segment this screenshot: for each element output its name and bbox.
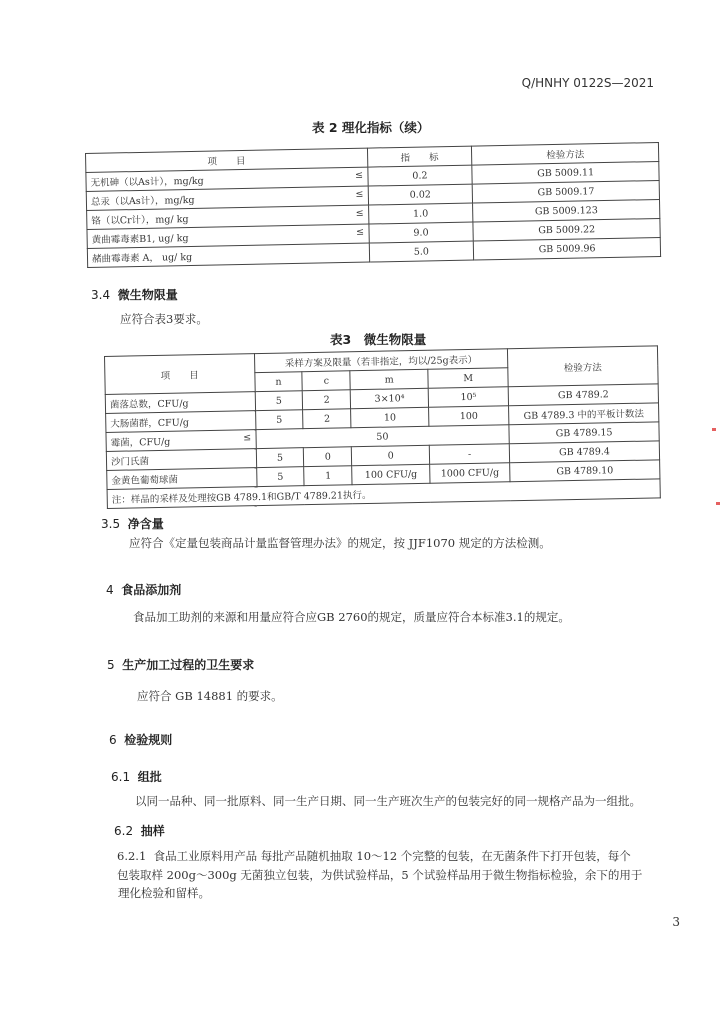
section-6-heading [109,731,172,748]
section-6-1-text: 以同一品种、同一批原料、同一生产日期、同一生产班次生产的包装完好的同一规格产品为一组批。 [135,794,641,808]
row-item: 沙门氏菌 [106,449,256,471]
row-n: 5 [255,391,303,411]
section-6-2-1-line2: 包装取样 200g～300g 无菌独立包装，为供试验样品，5 个试验样品用于微生物指标检验，余下的用于 [117,868,643,882]
row-operator: ≤ [356,226,365,238]
table2 [85,142,661,268]
table3-sub-M: M [428,368,508,389]
table3-title: 表3 微生物限量 [330,332,427,347]
row-method: GB 5009.123 [473,199,660,222]
section-4-text: 食品加工助剂的来源和用量应符合应GB 2760的规定，质量应符合本标准3.1的规定。 [133,610,570,624]
row-M: 1000 CFU/g [430,463,510,484]
section-title: 生产加工过程的卫生要求 [122,658,255,672]
table3-sub-m: m [350,369,428,389]
table2-header-method: 检验方法 [472,142,659,165]
section-3-4-text: 应符合表3要求。 [120,312,208,326]
margin-mark [712,428,716,431]
row-value: 0.02 [368,184,473,205]
row-value: 5.0 [369,241,474,262]
row-c: 0 [304,447,352,467]
section-3-5-text: 应符合《定量包装商品计量监督管理办法》的规定，按 JJF1070 规定的方法检测。 [129,536,551,550]
row-m: 0 [352,445,430,465]
table3-header-sampling: 采样方案及限量（若非指定，均以/25g表示） [254,349,508,373]
section-4-heading [106,581,181,598]
row-method: GB 5009.11 [472,161,659,184]
table3-sub-n: n [254,372,302,392]
row-method: GB 4789.10 [510,460,660,482]
row-n: 5 [256,467,304,487]
section-6-1-heading [111,768,162,785]
table2-header-value: 指 标 [367,146,472,167]
row-M: 10⁵ [428,387,508,408]
table3 [104,345,661,509]
row-m: 10 [351,407,429,427]
row-method: GB 4789.4 [509,441,659,463]
section-number: 6.1 [111,770,131,784]
row-item: 金黄色葡萄球菌 [107,468,257,490]
row-M: 100 [429,406,509,427]
table2-header-item: 项 目 [86,148,368,172]
table3-header-item: 项 目 [105,354,255,395]
row-item: 无机砷（以As计），mg/kg [90,175,204,189]
table2-cell [87,243,369,267]
page-number: 3 [672,915,680,929]
row-operator: ≤ [355,207,364,219]
section-title: 检验规则 [124,733,173,747]
row-item: 赭曲霉毒素 A， ug/ kg [91,251,193,265]
section-6-2-1-line3: 理化检验和留样。 [118,886,210,900]
row-operator: ≤ [354,169,364,181]
row-c: 2 [303,409,351,429]
row-method: GB 5009.22 [473,218,660,241]
row-operator: ≤ [243,432,252,444]
row-method: GB 4789.2 [508,384,658,406]
row-value: 1.0 [368,203,473,224]
row-method: GB 4789.3 中的平板计数法 [509,403,659,425]
section-title: 微生物限量 [117,288,178,302]
document-number: Q/HNHY 0122S—2021 [521,76,654,90]
section-number: 6 [109,733,117,747]
table3-header-method: 检验方法 [508,346,659,387]
row-method: GB 4789.15 [509,422,659,444]
row-item: 黄曲霉毒素B1, ug/ kg [91,233,189,246]
paragraph-line: 食品工业原料用产品 每批产品随机抽取 10～12 个完整的包装，在无菌条件下打开包装，每个 [153,849,631,863]
row-item: 大肠菌群，CFU/g [106,411,256,433]
section-title: 组批 [137,770,162,784]
section-5-text: 应符合 GB 14881 的要求。 [137,689,283,703]
margin-mark [716,502,720,505]
row-method: GB 5009.96 [474,237,661,260]
section-3-4-heading [91,286,178,303]
row-item: 铬（以Cr计），mg/ kg [91,214,189,227]
row-item: 菌落总数，CFU/g [105,392,255,414]
section-title: 食品添加剂 [121,583,182,597]
row-merged-limit: 50 [255,425,509,449]
section-6-2-heading [114,822,165,839]
section-number: 5 [107,658,115,672]
table3-note: 注：样品的采样及处理按GB 4789.1和GB/T 4789.21执行。 [107,479,660,509]
row-m: 100 CFU/g [352,464,430,484]
table3-sub-c: c [302,371,350,391]
row-n: 5 [256,448,304,468]
section-number: 6.2 [114,824,134,838]
row-n: 5 [255,410,303,430]
section-number: 4 [106,583,114,597]
row-M: - [429,444,509,465]
row-m: 3×10⁴ [350,388,428,408]
row-value: 9.0 [368,222,473,243]
section-number: 6.2.1 [117,849,147,863]
row-method: GB 5009.17 [472,180,659,203]
row-item: 霉菌，CFU/g [110,436,171,449]
row-c: 1 [304,466,352,486]
row-operator: ≤ [355,188,364,200]
section-title: 抽样 [140,824,165,838]
table2-title: 表 2 理化指标（续） [312,120,430,135]
row-item: 总汞（以As计），mg/kg [90,194,195,208]
section-number: 3.5 [101,517,121,531]
section-3-5-heading [101,515,164,532]
row-c: 2 [303,390,351,410]
row-value: 0.2 [367,165,472,186]
section-5-heading [107,656,254,673]
section-title: 净含量 [127,517,164,531]
section-number: 3.4 [91,288,111,302]
